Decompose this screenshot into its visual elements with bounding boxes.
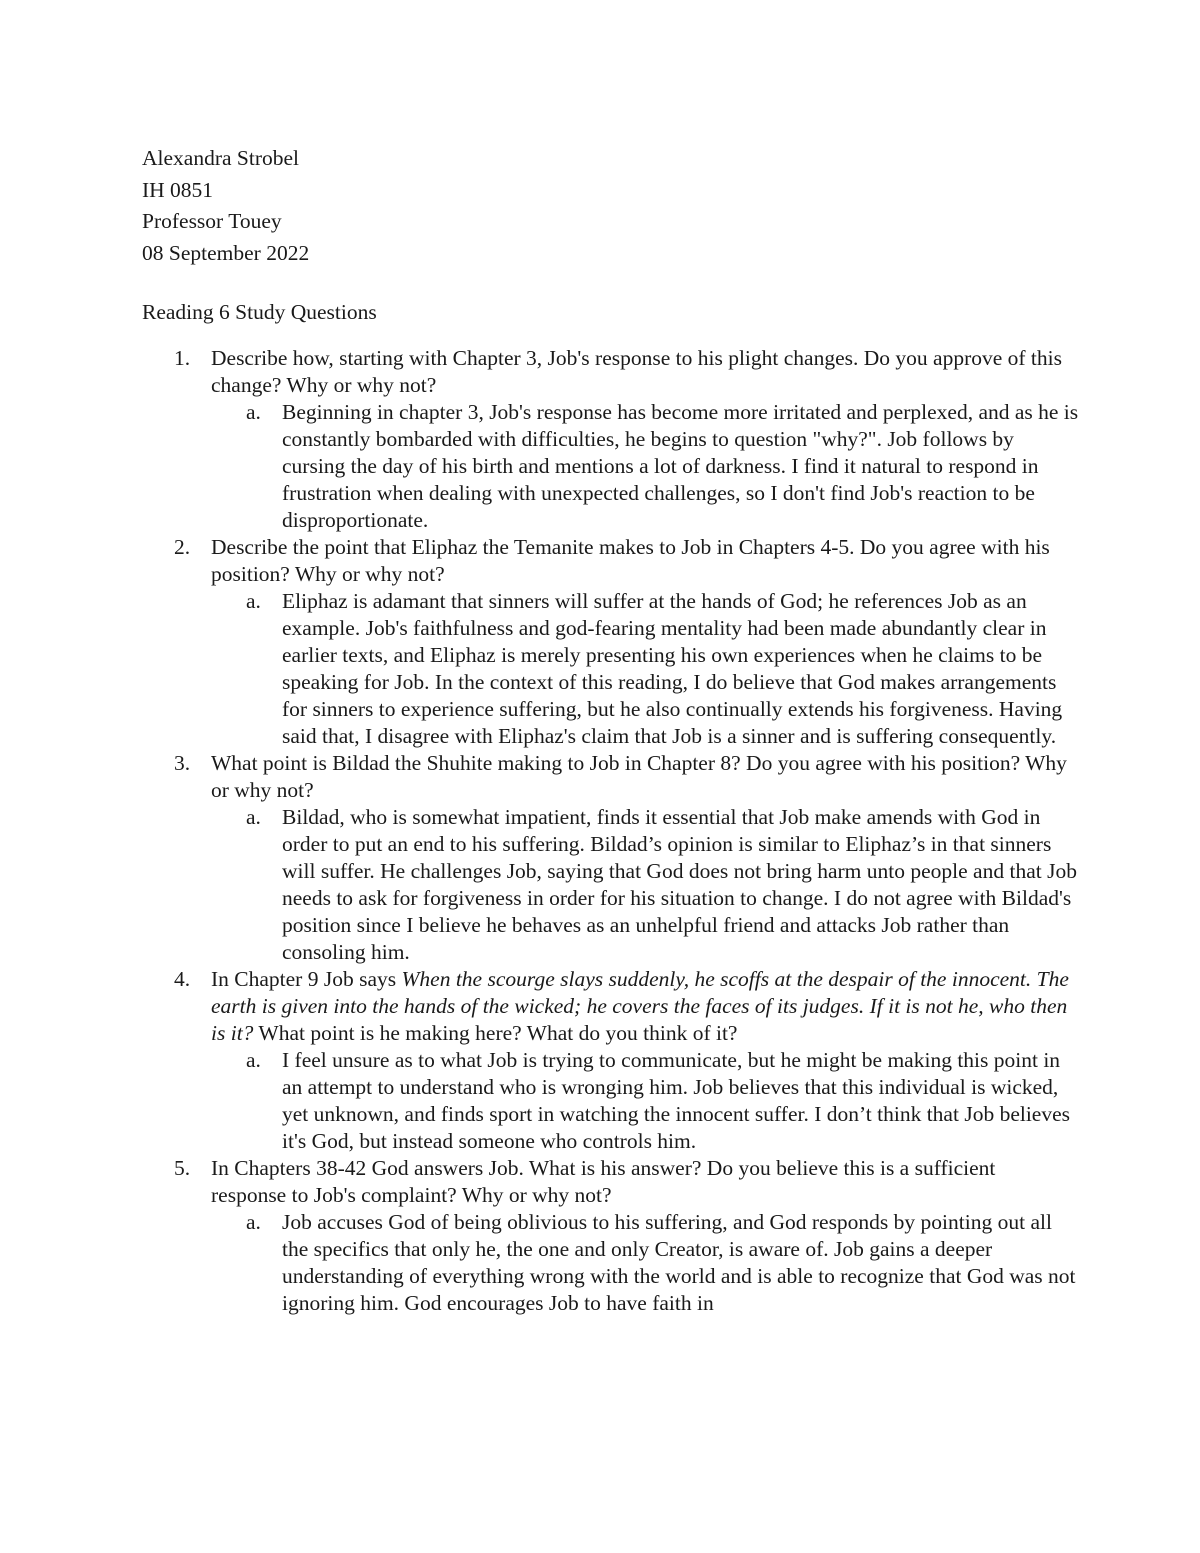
question-list xyxy=(0,345,1200,1317)
document-title: Reading 6 Study Questions xyxy=(142,300,377,324)
question-number: 2. xyxy=(174,535,191,559)
question-text: Describe the point that Eliphaz the Temanite makes to Job in Chapters 4-5. Do you agree with his position? Why or why not? xyxy=(211,535,1050,586)
course-code: IH 0851 xyxy=(142,177,214,202)
document-date: 08 September 2022 xyxy=(142,240,310,265)
question-number: 1. xyxy=(174,346,191,370)
question-item xyxy=(0,1155,1076,1317)
answer-letter: a. xyxy=(246,400,261,424)
question-text-before: In Chapter 9 Job says xyxy=(211,967,402,991)
answer-letter: a. xyxy=(246,1210,261,1234)
question-number: 4. xyxy=(174,967,191,991)
question-text xyxy=(211,966,1071,1047)
document-header xyxy=(142,143,309,269)
question-text-after: What point is he making here? What do you think of it? xyxy=(253,1021,738,1045)
professor-name: Professor Touey xyxy=(142,209,282,233)
answer-text: I feel unsure as to what Job is trying to communicate, but he might be making this point in an attempt to understand who is wronging him. Job believes that this individual is wicked, yet unknown, and finds sport in watching the innocent suffer. I don’t think that Job believes it's God, but instead someone who controls him. xyxy=(282,1048,1071,1153)
answer-letter: a. xyxy=(246,589,261,613)
answer-text: Bildad, who is somewhat impatient, finds it essential that Job make amends with God in order to put an end to his suffering. Bildad’s opinion is similar to Eliphaz’s in that sinners will suffer. He challenges Job, saying that God does not bring harm unto people and that Job needs to ask for forgiveness in order for his situation to change. I do not agree with Bildad's position since I believe he behaves as an unhelpful friend and attacks Job rather than consoling him. xyxy=(282,805,1077,964)
answer-text: Job accuses God of being oblivious to his suffering, and God responds by pointing out all the specifics that only he, the one and only Creator, is aware of. Job gains a deeper understanding of everything wrong with the world and is able to recognize that God was not ignoring him. God encourages Job to have faith in xyxy=(282,1210,1076,1315)
question-item xyxy=(0,966,1071,1155)
question-number: 5. xyxy=(174,1156,191,1180)
answer-item xyxy=(211,399,1081,534)
answer-letter: a. xyxy=(246,805,261,829)
answer-item xyxy=(211,804,1081,966)
question-text: Describe how, starting with Chapter 3, Job's response to his plight changes. Do you approve of this change? Why or why not? xyxy=(211,346,1062,397)
answer-item xyxy=(211,1047,1081,1155)
answer-item xyxy=(211,1209,1081,1317)
student-name: Alexandra Strobel xyxy=(142,146,300,170)
answer-letter: a. xyxy=(246,1048,261,1072)
answer-item xyxy=(211,588,1081,750)
question-text: What point is Bildad the Shuhite making to Job in Chapter 8? Do you agree with his position? Why or why not? xyxy=(211,751,1067,802)
question-item xyxy=(0,534,1071,750)
question-number: 3. xyxy=(174,751,191,775)
question-text: In Chapters 38-42 God answers Job. What is his answer? Do you believe this is a sufficient response to Job's complaint? Why or why not? xyxy=(211,1156,996,1207)
answer-text: Beginning in chapter 3, Job's response has become more irritated and perplexed, and as he is constantly bombarded with difficulties, he begins to question "why?". Job follows by cursing the day of his birth and mentions a lot of darkness. I find it natural to respond in frustration when dealing with unexpected challenges, so I don't find Job's reaction to be disproportionate. xyxy=(282,400,1079,532)
answer-text: Eliphaz is adamant that sinners will suffer at the hands of God; he references Job as an example. Job's faithfulness and god-fearing mentality had been made abundantly clear in earlier texts, and Eliphaz is merely presenting his own experiences when he claims to be speaking for Job. In the context of this reading, I do believe that God makes arrangements for sinners to experience suffering, but he also continually extends his forgiveness. Having said that, I disagree with Eliphaz's claim that Job is a sinner and is suffering consequently. xyxy=(282,589,1063,748)
question-item xyxy=(0,345,1079,534)
scripture-quote: When the scourge slays suddenly, he scoffs at the despair of the innocent. The earth is given into the hands of the wicked; he covers the faces of its judges. If it is not he, who then is it? xyxy=(211,967,1069,1045)
question-item xyxy=(0,750,1077,966)
